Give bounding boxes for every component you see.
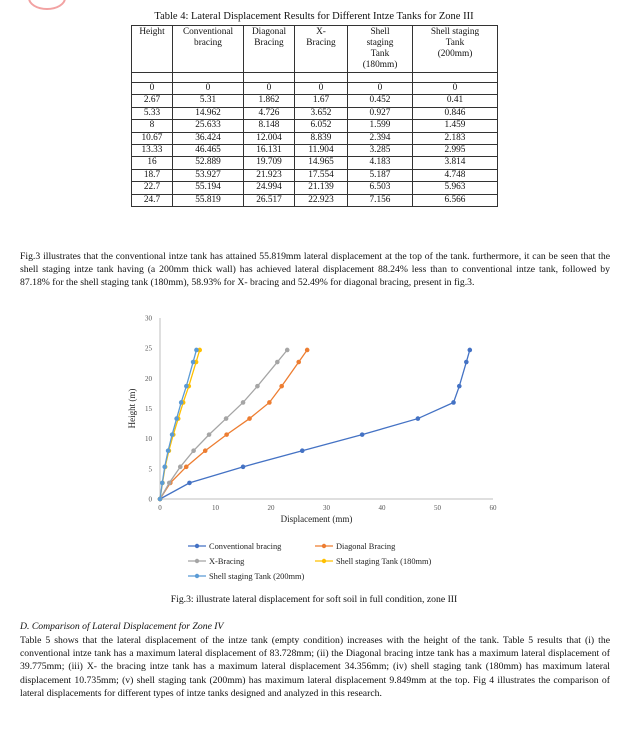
series-line-shell-staging-tank-200mm <box>160 350 196 499</box>
table-cell: 3.652 <box>295 107 348 119</box>
header-line: Diagonal <box>251 27 287 37</box>
legend-entry <box>188 557 245 566</box>
table-cell: 6.052 <box>295 120 348 132</box>
data-point <box>162 465 167 470</box>
table-cell <box>244 73 295 83</box>
table-row <box>132 182 498 194</box>
legend-swatch-marker <box>195 559 199 563</box>
table-cell: 12.004 <box>244 132 295 144</box>
table-cell: 18.7 <box>132 169 173 181</box>
legend-label: Shell staging Tank (180mm) <box>336 557 432 566</box>
legend-swatch-marker <box>195 544 199 548</box>
header-line: (180mm) <box>362 60 398 70</box>
section-heading: D. Comparison of Lateral Displacement for Zone IV <box>20 621 224 632</box>
data-point <box>167 481 172 486</box>
table-cell: 21.139 <box>295 182 348 194</box>
table-cell: 5.31 <box>173 95 244 107</box>
x-tick-label: 20 <box>267 504 275 512</box>
table-cell: 2.394 <box>348 132 413 144</box>
header-line: X- <box>316 27 326 37</box>
header-line: Conventional <box>182 27 234 37</box>
header-line: (200mm) <box>437 49 473 59</box>
table-cell: 46.465 <box>173 144 244 156</box>
table-cell: 0 <box>244 83 295 95</box>
table-cell <box>348 73 413 83</box>
header-x-bracing <box>295 26 348 73</box>
table-cell: 5.33 <box>132 107 173 119</box>
x-tick-label: 10 <box>212 504 219 512</box>
data-point <box>224 432 229 437</box>
data-point <box>360 432 365 437</box>
legend-label: Conventional bracing <box>209 542 282 551</box>
legend-entry <box>188 572 305 581</box>
data-point <box>451 400 456 405</box>
table-cell: 2.995 <box>413 144 498 156</box>
table-cell: 36.424 <box>173 132 244 144</box>
table-cell: 24.7 <box>132 194 173 206</box>
header-diagonal <box>244 26 295 73</box>
legend-entry <box>315 542 396 551</box>
table-cell: 8.148 <box>244 120 295 132</box>
header-line: Shell staging <box>430 27 480 37</box>
table-cell: 24.994 <box>244 182 295 194</box>
data-point <box>179 400 184 405</box>
data-point <box>241 400 246 405</box>
table-cell <box>413 73 498 83</box>
data-point <box>178 465 183 470</box>
data-point <box>467 348 472 353</box>
table-cell: 14.965 <box>295 157 348 169</box>
table-cell: 3.814 <box>413 157 498 169</box>
y-tick-label: 0 <box>148 495 152 504</box>
table-cell: 0 <box>295 83 348 95</box>
legend-swatch-marker <box>322 559 326 563</box>
figure-caption: Fig.3: illustrate lateral displacement for soft soil in full condition, zone III <box>170 594 458 605</box>
logo-fragment <box>28 0 66 10</box>
table-cell: 0.846 <box>413 107 498 119</box>
table-cell <box>295 73 348 83</box>
chart-axes <box>127 315 497 525</box>
table-header-row <box>132 26 498 73</box>
y-tick-label: 5 <box>148 465 152 474</box>
table-row <box>132 132 498 144</box>
table-cell: 1.459 <box>413 120 498 132</box>
data-point <box>174 416 179 421</box>
data-point <box>191 360 196 365</box>
table-cell: 25.633 <box>173 120 244 132</box>
table-cell: 8 <box>132 120 173 132</box>
data-point <box>296 360 301 365</box>
data-point <box>255 384 260 389</box>
y-tick-label: 15 <box>145 405 152 413</box>
table-cell: 26.517 <box>244 194 295 206</box>
series-line-shell-staging-tank-180mm <box>160 350 200 499</box>
table-cell: 4.726 <box>244 107 295 119</box>
table-cell: 0.452 <box>348 95 413 107</box>
table-cell: 55.194 <box>173 182 244 194</box>
table-cell: 1.862 <box>244 95 295 107</box>
table-cell: 53.927 <box>173 169 244 181</box>
table-cell: 0 <box>173 83 244 95</box>
header-line: Tank <box>370 49 390 59</box>
table-cell: 5.187 <box>348 169 413 181</box>
table-cell: 7.156 <box>348 194 413 206</box>
data-point <box>464 360 469 365</box>
table-cell: 6.566 <box>413 194 498 206</box>
y-tick-label: 25 <box>145 344 152 353</box>
data-point <box>247 416 252 421</box>
header-line: bracing <box>194 38 222 48</box>
data-point <box>241 465 246 470</box>
table-cell: 13.33 <box>132 144 173 156</box>
table-row <box>132 157 498 169</box>
data-point <box>184 465 189 470</box>
table-cell: 17.554 <box>295 169 348 181</box>
table-cell: 10.67 <box>132 132 173 144</box>
table-cell: 4.183 <box>348 157 413 169</box>
table-cell: 8.839 <box>295 132 348 144</box>
data-point <box>300 448 305 453</box>
data-point <box>285 348 290 353</box>
data-point <box>203 448 208 453</box>
header-line: Tank <box>445 38 465 48</box>
lateral-displacement-chart <box>120 310 520 590</box>
y-tick-label: 30 <box>145 314 152 323</box>
table-cell: 2.183 <box>413 132 498 144</box>
x-tick-label: 30 <box>323 504 330 512</box>
table-row <box>132 120 498 132</box>
table-cell: 16.131 <box>244 144 295 156</box>
table-cell: 19.709 <box>244 157 295 169</box>
data-point <box>184 384 189 389</box>
header-line: Shell <box>370 27 390 37</box>
data-point <box>187 481 192 486</box>
table-cell <box>132 73 173 83</box>
data-point <box>279 384 284 389</box>
series-line-conventional-bracing <box>160 350 470 499</box>
table-cell: 1.599 <box>348 120 413 132</box>
table-spacer-row <box>132 73 498 83</box>
table-row <box>132 169 498 181</box>
x-axis-label: Displacement (mm) <box>280 514 353 524</box>
x-tick-label: 40 <box>378 504 386 512</box>
chart-plot-area <box>158 348 472 502</box>
data-point <box>191 448 196 453</box>
paragraph-zone4: Table 5 shows that the lateral displacement of the intze tank (empty condition) increases with the height of the tank. Table 5 results that (i) the conventional intze tank has a maximum lateral displacement of 83.728mm; (ii) the Diagonal bracing intze tank has a maximum lateral displacement of 39.775mm; (iii) X- the bracing intze tank has a maximum lateral displacement 34.356mm; (iv) shell staging tank (180mm) has maximum lateral displacement 10.735mm; (v) shell staging tank (200mm) has maximum lateral displacement 9.849mm at the top. Fig 4 illustrates the comparison of lateral displacements for different types of intze tanks designed and analyzed in this research. <box>20 635 610 699</box>
header-shell-180 <box>348 26 413 73</box>
table-cell: 1.67 <box>295 95 348 107</box>
legend-swatch-marker <box>195 574 199 578</box>
table-row <box>132 95 498 107</box>
table-cell: 0.41 <box>413 95 498 107</box>
header-line: Bracing <box>306 38 336 48</box>
y-tick-label: 10 <box>145 435 152 444</box>
data-point <box>166 448 171 453</box>
table-cell: 21.923 <box>244 169 295 181</box>
legend-entry <box>315 557 432 566</box>
data-point <box>207 432 212 437</box>
legend-entry <box>188 542 282 551</box>
x-tick-label: 0 <box>158 504 162 512</box>
chart-legend <box>188 542 432 581</box>
table-cell: 22.7 <box>132 182 173 194</box>
header-line: Height <box>139 27 165 37</box>
series-line-diagonal-bracing <box>160 350 307 499</box>
header-conventional <box>173 26 244 73</box>
x-tick-label: 60 <box>489 504 497 512</box>
table-caption: Table 4: Lateral Displacement Results for Different Intze Tanks for Zone III <box>154 11 474 22</box>
data-point <box>170 432 175 437</box>
header-shell-200 <box>413 26 498 73</box>
data-point <box>416 416 421 421</box>
data-point <box>224 416 229 421</box>
table-cell: 3.285 <box>348 144 413 156</box>
header-line: Bracing <box>254 38 284 48</box>
legend-swatch-marker <box>322 544 326 548</box>
x-tick-label: 50 <box>434 504 441 512</box>
table-cell: 2.67 <box>132 95 173 107</box>
table-cell: 22.923 <box>295 194 348 206</box>
y-tick-label: 20 <box>145 374 152 383</box>
data-point <box>158 497 163 502</box>
table-cell: 0 <box>413 83 498 95</box>
table-cell: 5.963 <box>413 182 498 194</box>
data-point <box>305 348 310 353</box>
paragraph-fig3-discussion: Fig.3 illustrates that the conventional intze tank has attained 55.819mm lateral displacement at the top of the tank. furthermore, it can be seen that the shell staging intze tank having (a 200mm thick wall) has achieved lateral displacement 88.24% less than to conventional intze tank, followed by 87.18% for the shell staging tank (180mm), 58.93% for X- bracing and 52.49% for diagonal bracing, present in fig.3. <box>20 251 610 289</box>
table-cell: 0 <box>132 83 173 95</box>
table-cell: 52.889 <box>173 157 244 169</box>
data-point <box>267 400 272 405</box>
data-point <box>194 348 199 353</box>
y-axis-label: Height (m) <box>127 388 137 429</box>
table-cell: 14.962 <box>173 107 244 119</box>
table-cell: 11.904 <box>295 144 348 156</box>
data-point <box>275 360 280 365</box>
table-cell: 6.503 <box>348 182 413 194</box>
table-row <box>132 144 498 156</box>
table-row <box>132 83 498 95</box>
data-point <box>457 384 462 389</box>
table-row <box>132 107 498 119</box>
header-line: staging <box>366 38 394 48</box>
results-table <box>131 25 498 207</box>
legend-label: Shell staging Tank (200mm) <box>209 572 305 581</box>
table-cell: 0.927 <box>348 107 413 119</box>
legend-label: X-Bracing <box>209 557 245 566</box>
data-point <box>160 481 165 486</box>
series-line-x-bracing <box>160 350 287 499</box>
header-height <box>132 26 173 73</box>
table-cell <box>173 73 244 83</box>
table-cell: 4.748 <box>413 169 498 181</box>
table-cell: 0 <box>348 83 413 95</box>
table-cell: 55.819 <box>173 194 244 206</box>
table-cell: 16 <box>132 157 173 169</box>
legend-label: Diagonal Bracing <box>336 542 396 551</box>
table-row <box>132 194 498 206</box>
